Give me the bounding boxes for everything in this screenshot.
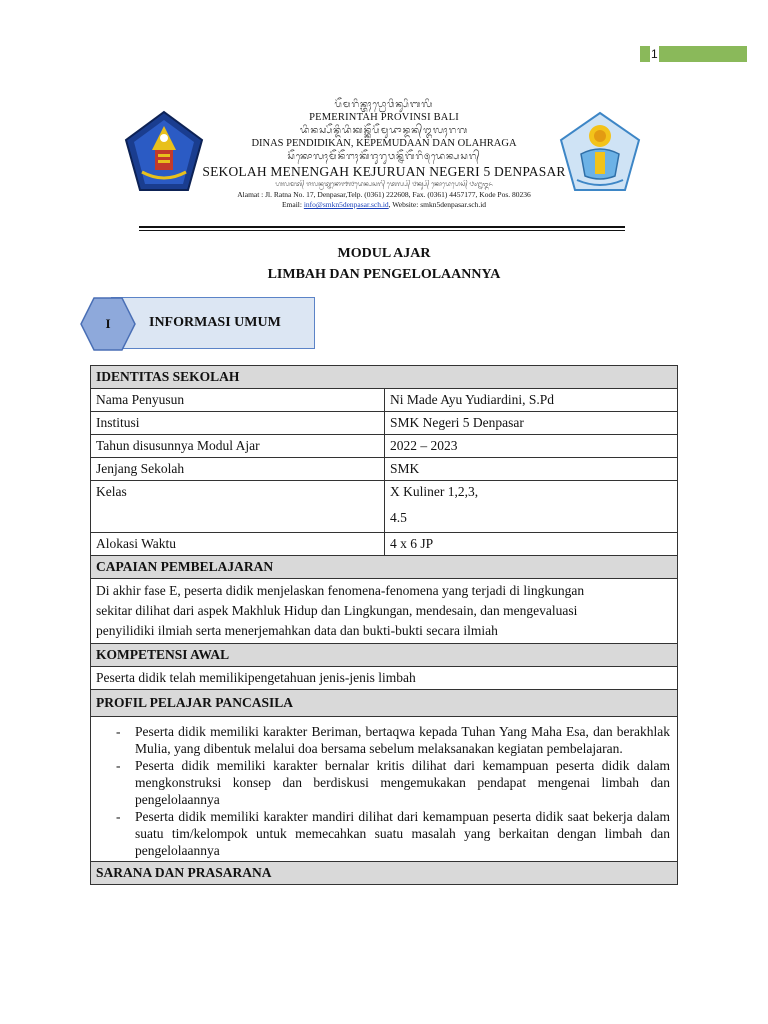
row-value: Ni Made Ayu Yudiardini, S.Pd (385, 389, 678, 412)
section-title: INFORMASI UMUM (149, 315, 281, 330)
school-address: Alamat : Jl. Ratna No. 17, Denpasar,Telp. (0361) 222608, Fax. (0361) 4457177, Kode Pos. 80236 (237, 190, 531, 199)
row-label: Jenjang Sekolah (91, 458, 385, 481)
kompetensi-header: KOMPETENSI AWAL (91, 644, 678, 667)
table-row (91, 389, 678, 412)
school-name: SEKOLAH MENENGAH KEJURUAN NEGERI 5 DENPASAR (202, 164, 566, 179)
row-value: 4 x 6 JP (385, 533, 678, 556)
list-item-text: Peserta didik memiliki karakter mandiri dilihat dari kemampuan peserta didik saat bekerja dalam suatu tim/kelompok untuk memecahkan suatu masalah yang berkaitan dengan limbah dan pengelolaannya (135, 809, 670, 858)
module-info-table (90, 365, 678, 885)
table-header-row (91, 644, 678, 667)
table-row (91, 533, 678, 556)
table-header-row (91, 556, 678, 579)
contact-line (200, 200, 568, 210)
balinese-script-line: ᬧᭂᬫᬭᬶᬦ᭄ᬢᬄᬧ᭄ᬭᭀᬯᬶᬦ᭄ᬲᬶᬩᬮᬶ (334, 100, 434, 110)
table-header-row (91, 862, 678, 885)
list-dash: - (116, 809, 121, 824)
table-row (91, 667, 678, 690)
website-text: , Website: smkn5denpasar.sch.id (388, 200, 487, 209)
letterhead-divider (139, 226, 625, 228)
capaian-header: CAPAIAN PEMBELAJARAN (91, 556, 678, 579)
capaian-line: sekitar dilihat dari aspek Makhluk Hidup dan Lingkungan, mendesain, dan mengevaluasi (96, 603, 578, 618)
profil-list (96, 723, 672, 859)
table-row (91, 717, 678, 862)
page-number-marker (640, 46, 650, 62)
email-label: Email: (281, 200, 304, 209)
list-item (96, 808, 672, 859)
table-header-row (91, 690, 678, 717)
profil-header: PROFIL PELAJAR PANCASILA (91, 690, 678, 717)
row-label: Kelas (91, 481, 385, 533)
table-row (91, 481, 678, 533)
list-dash: - (116, 724, 121, 739)
table-row (91, 458, 678, 481)
kompetensi-text: Peserta didik telah memilikipengetahuan jenis-jenis limbah (91, 667, 678, 690)
row-value (385, 481, 678, 533)
email-link[interactable]: info@smkn5denpasar.sch.id (303, 200, 389, 209)
letterhead (200, 98, 568, 210)
document-title: MODUL AJAR (337, 246, 431, 261)
table-header-row (91, 366, 678, 389)
sarana-header: SARANA DAN PRASARANA (91, 862, 678, 885)
letterhead-divider-thin (139, 230, 625, 231)
row-value: SMK (385, 458, 678, 481)
table-row (91, 579, 678, 644)
row-label: Institusi (91, 412, 385, 435)
list-item (96, 757, 672, 808)
capaian-line: penyilidiki ilmiah serta menerjemahkan data dan bukti-bukti secara ilmiah (96, 623, 498, 638)
department-name: DINAS PENDIDIKAN, KEPEMUDAAN DAN OLAHRAGA (251, 138, 517, 149)
bali-province-emblem-logo (122, 110, 206, 194)
kelas-value-line: X Kuliner 1,2,3, (390, 484, 479, 499)
row-value: 2022 – 2023 (385, 435, 678, 458)
capaian-line: Di akhir fase E, peserta didik menjelaskan fenomena-fenomena yang terjadi di lingkungan (96, 583, 585, 598)
row-label: Tahun disusunnya Modul Ajar (91, 435, 385, 458)
profil-list-cell (91, 717, 678, 862)
document-subtitle: LIMBAH DAN PENGELOLAANNYA (267, 267, 501, 282)
page-number: 1 (651, 47, 658, 61)
list-dash: - (116, 758, 121, 773)
table-row (91, 412, 678, 435)
balinese-script-address: ᬳᬮᬫᬢ᭄ ᬚᬮᬦ᭄ᬭᬢ᭄ᬦᬦᭀ᭑᭗ᬤᬾᬦ᭄ᬧᬲᬭ᭄ ᬢᬾᬮ᭄ᬧ᭄ ᬨᬓ᭄ᬲ᭄ ᬓᭀᬤᬾᬧᭀᬲ᭄ ᭘᭐᭒᭓᭖ (275, 181, 493, 188)
row-label: Alokasi Waktu (91, 533, 385, 556)
identitas-header: IDENTITAS SEKOLAH (91, 366, 678, 389)
school-emblem-logo (557, 110, 643, 194)
balinese-script-line: ᬤᬶᬦᬲ᭄ᬧᭂᬦ᭄ᬤᬶᬤᬶᬓᬦ᭄ᬓᭂᬧᭂᬫᬸᬤᬵᬦ᭄ᬤᬦ᭄ᬑᬮᬄᬭᬕ (299, 126, 469, 136)
kelas-value-line: 4.5 (390, 510, 407, 525)
list-item-text: Peserta didik memiliki karakter Beriman, bertaqwa kepada Tuhan Yang Maha Esa, dan berakhlak Mulia, yang dibentuk melalui doa bersama sebelum melaksanakan kegiatan pembelajaran. (135, 724, 670, 756)
table-row (91, 435, 678, 458)
government-name: PEMERINTAH PROVINSI BALI (309, 112, 459, 123)
section-number: I (105, 316, 111, 331)
capaian-text (91, 579, 678, 644)
list-item-text: Peserta didik memiliki karakter bernalar kritis dilihat dari kemampuan peserta didik dalam mengkonstruksi konsep dan berdiskusi mengemukakan pendapat mengenai limbah dan pengelolaannya (135, 758, 670, 807)
balinese-script-line: ᬲᭂᬓᭀᬮᬄᬫᭂᬦᭂᬗᬄᬓᭂᬚᬸᬭᬸᬯᬦ᭄ᬦᭂᬕᭂᬭᬶ᭕ᬤᬾᬦ᭄ᬧᬲᬭ᭄ (287, 152, 481, 162)
list-item (96, 723, 672, 757)
row-label: Nama Penyusun (91, 389, 385, 412)
row-value: SMK Negeri 5 Denpasar (385, 412, 678, 435)
page-number-bar (659, 46, 747, 62)
